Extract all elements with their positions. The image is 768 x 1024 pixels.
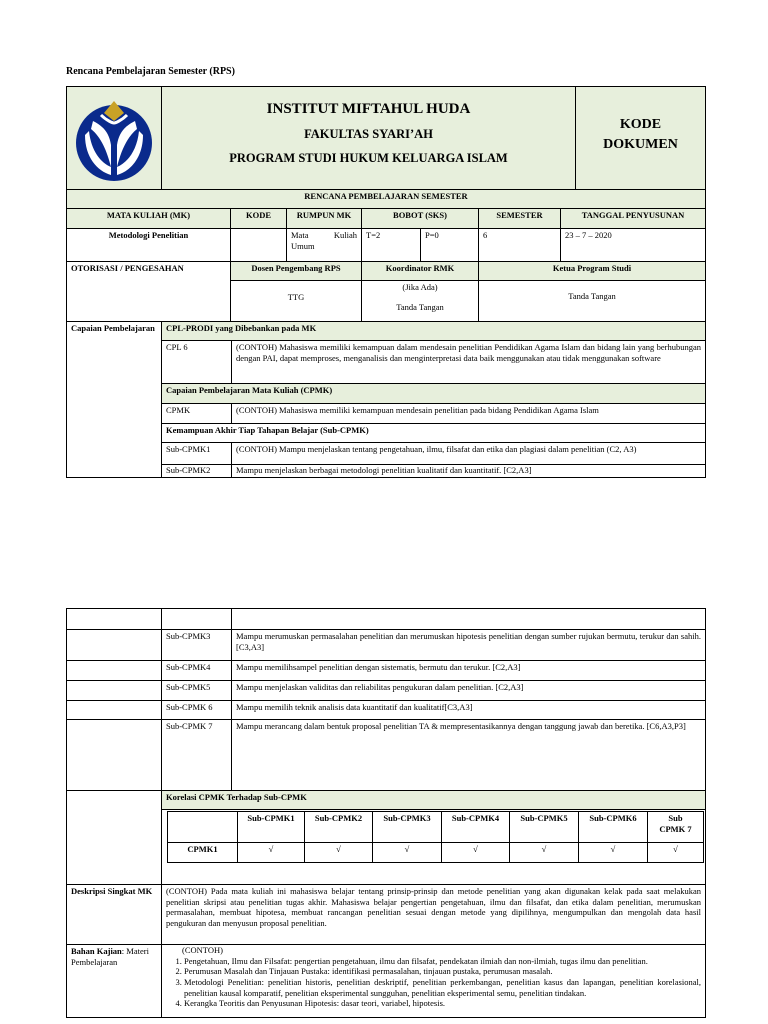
col-mata-kuliah: MATA KULIAH (MK): [66, 208, 231, 229]
deskripsi-text: (CONTOH) Pada mata kuliah ini mahasiswa belajar tentang prinsip-prinsip dan metode penelitian yang akan digunakan kelak pada saat melakukan penelitian skripsi atau penelitian tugas akhir. Mahasiswa belajar pengertian pengetahuan, ilmu dan filsafat, dan etika dalam penelitian, merumuskan permasalahan, membuat hipotesa, membuat rancangan penelitian sesuai dengan metode yang dipilihnya, mengumpulkan dan mengolah data hasil pengukuran dan menyusun proposal penelitian.: [161, 884, 706, 945]
korelasi-col-6: Sub-CPMK6: [578, 811, 648, 843]
institute-name: INSTITUT MIFTAHUL HUDA: [266, 101, 471, 117]
bahan-intro: (CONTOH): [182, 945, 223, 955]
course-name: Metodologi Penelitian: [66, 228, 231, 262]
list-item: 2. Perumusan Masalah dan Tinjauan Pustaka: identifikasi permasalahan, tinjauan pustaka, perumusan masalah.: [184, 966, 701, 977]
sub-cpmk-text: Mampu memilihsampel penelitian dengan sistematis, bermutu dan terukur. [C2,A3]: [231, 660, 706, 681]
koordinator-value: [361, 280, 479, 322]
ketua-value: [478, 280, 706, 322]
program-name: PROGRAM STUDI HUKUM KELUARGA ISLAM: [229, 151, 508, 165]
cpl-code: CPL 6: [161, 340, 232, 384]
korelasi-mark: √: [304, 842, 373, 863]
korelasi-mark: √: [237, 842, 305, 863]
korelasi-mark: √: [578, 842, 648, 863]
korelasi-mark: √: [647, 842, 704, 863]
sub-cpmk-text: Mampu merancang dalam bentuk proposal penelitian TA & mempresentasikannya dengan tanggung jawab dan beretika. [C6,A3,P3]: [231, 719, 706, 791]
left-blank-cell: [66, 680, 162, 701]
ketua-sign: Tanda Tangan: [568, 291, 616, 301]
korelasi-corner: [167, 811, 238, 843]
course-bobot-t: T=2: [361, 228, 421, 262]
sub-cpmk-blank-text: [231, 608, 706, 630]
sub-cpmk-code: Sub-CPMK 6: [161, 700, 232, 720]
faculty-name: FAKULTAS SYARI’AH: [304, 127, 433, 141]
col-bobot: BOBOT (SKS): [361, 208, 479, 229]
list-item: 4. Kerangka Teoritis dan Penyusunan Hipotesis: dasar teori, variabel, hipotesis.: [184, 998, 701, 1009]
left-blank-cell: [66, 629, 162, 661]
sub-cpmk-text: Mampu merumuskan permasalahan penelitian dan merumuskan hipotesis penelitian dengan sumber rujukan bermutu, terukur dan sahih. [C3,A3]: [231, 629, 706, 661]
list-item: 3. Metodologi Penelitian: penelitian historis, penelitian deskriptif, penelitian perkembangan, penelitian kasus dan lapangan, penelitian korelasional, penelitian kausal komparatif, penelitian eksperimental sungguhan, penelitian eksperimental semu, penelitian tindakan.: [184, 977, 701, 998]
korelasi-mark: √: [509, 842, 579, 863]
ketua-label: Ketua Program Studi: [478, 261, 706, 281]
col-semester: SEMESTER: [478, 208, 561, 229]
deskripsi-label: Deskripsi Singkat MK: [66, 884, 162, 945]
sub-cpmk-code: Sub-CPMK2: [161, 464, 232, 478]
cpl-text: (CONTOH) Mahasiswa memiliki kemampuan dalam mendesain penelitian Pendidikan Agama Islam dan bidang lain yang berhubungan dengan PAI, dapat memproses, menganalisis dan menginterpretasi data baik menggunakan atau tidak menggunakan software: [231, 340, 706, 384]
sub-cpmk-text: Mampu menjelaskan validitas dan reliabilitas pengukuran dalam penelitian. [C2,A3]: [231, 680, 706, 701]
bahan-content: [161, 944, 706, 1018]
cpl-header: CPL-PRODI yang Dibebankan pada MK: [161, 321, 706, 341]
dosen-value: [230, 280, 362, 322]
institution-header: [161, 86, 576, 190]
left-blank-cell: [66, 608, 162, 630]
sub-cpmk-text: Mampu menjelaskan berbagai metodologi penelitian kualitatif dan kuantitatif. [C2,A3]: [231, 464, 706, 478]
left-blank-cell: [66, 719, 162, 791]
korelasi-mark: √: [372, 842, 442, 863]
course-semester: 6: [478, 228, 561, 262]
koordinator-note: (Jika Ada): [402, 282, 438, 292]
dosen-ttg: TTG: [287, 292, 305, 302]
cpmk-text: (CONTOH) Mahasiswa memiliki kemampuan mendesain penelitian pada bidang Pendidikan Agama Islam: [231, 403, 706, 424]
korelasi-col-3: Sub-CPMK3: [372, 811, 442, 843]
korelasi-col-1: Sub-CPMK1: [237, 811, 305, 843]
otorisasi-label: OTORISASI / PENGESAHAN: [66, 261, 231, 322]
bahan-list: [168, 956, 701, 1009]
koordinator-sign: Tanda Tangan: [396, 301, 444, 312]
course-rumpun: Mata Kuliah Umum: [286, 228, 362, 262]
korelasi-mark: √: [441, 842, 510, 863]
dosen-label: Dosen Pengembang RPS: [230, 261, 362, 281]
bahan-label: [66, 944, 162, 1018]
left-blank-cell: [66, 700, 162, 720]
bahan-label-rest: : Materi Pembelajaran: [71, 946, 149, 967]
col-kode: KODE: [230, 208, 287, 229]
korelasi-row-label: CPMK1: [167, 842, 238, 863]
korelasi-col-4: Sub-CPMK4: [441, 811, 510, 843]
sub-cpmk-code: Sub-CPMK 7: [161, 719, 232, 791]
sub-cpmk-text: (CONTOH) Mampu menjelaskan tentang pengetahuan, ilmu, filsafat dan etika dan plagiasi dalam penelitian (C2, A3): [231, 442, 706, 465]
koordinator-label: Koordinator RMK: [361, 261, 479, 281]
sub-cpmk-code: Sub-CPMK5: [161, 680, 232, 701]
sub-cpmk-text: Mampu memilih teknik analisis data kuantitatif dan kualitatif[C3,A3]: [231, 700, 706, 720]
cpmk-header: Capaian Pembelajaran Mata Kuliah (CPMK): [161, 383, 706, 404]
korelasi-col-2: Sub-CPMK2: [304, 811, 373, 843]
korelasi-col-7: Sub CPMK 7: [647, 811, 704, 843]
list-item: 1. Pengetahuan, Ilmu dan Filsafat: pengertian pengetahuan, ilmu dan filsafat, pendekatan ilmiah dan non-ilmiah, tugas ilmu dan penelitian.: [184, 956, 701, 967]
col-tanggal: TANGGAL PENYUSUNAN: [560, 208, 706, 229]
document-title: Rencana Pembelajaran Semester (RPS): [66, 66, 235, 77]
left-blank-cell: [66, 660, 162, 681]
course-tanggal: 23 – 7 – 2020: [560, 228, 706, 262]
korelasi-header: Korelasi CPMK Terhadap Sub-CPMK: [161, 790, 706, 810]
sub-cpmk-blank-code: [161, 608, 232, 630]
korelasi-left-cell: [66, 790, 162, 885]
document-code: KODE DOKUMEN: [575, 86, 706, 190]
course-kode: [230, 228, 287, 262]
capaian-label: Capaian Pembelajaran: [66, 321, 162, 478]
col-rumpun: RUMPUN MK: [286, 208, 362, 229]
sub-cpmk-code: Sub-CPMK3: [161, 629, 232, 661]
university-logo-icon: [71, 91, 157, 187]
sub-cpmk-header: Kemampuan Akhir Tiap Tahapan Belajar (Sub-CPMK): [161, 423, 706, 443]
sub-cpmk-code: Sub-CPMK1: [161, 442, 232, 465]
logo-cell: [66, 86, 162, 190]
sub-cpmk-code: Sub-CPMK4: [161, 660, 232, 681]
korelasi-col-5: Sub-CPMK5: [509, 811, 579, 843]
cpmk-code: CPMK: [161, 403, 232, 424]
bahan-label-bold: Bahan Kajian: [71, 946, 122, 956]
course-bobot-p: P=0: [420, 228, 479, 262]
rps-title: RENCANA PEMBELAJARAN SEMESTER: [66, 189, 706, 209]
